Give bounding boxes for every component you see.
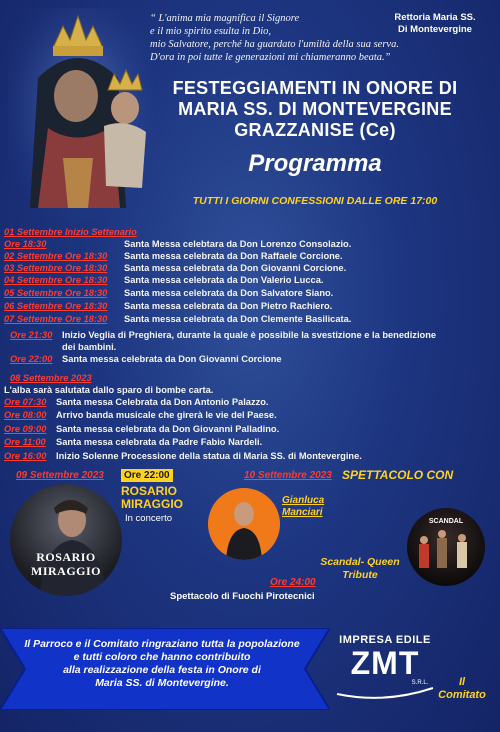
rettoria-line: Rettoria Maria SS.	[394, 12, 476, 23]
comitato-line: Comitato	[438, 689, 486, 701]
thanks-line: Maria SS. di Montevergine.	[95, 677, 229, 689]
schedule-text: Santa messa celebrata da Padre Fabio Nardeli.	[56, 437, 263, 447]
schedule-row	[10, 330, 436, 341]
title-line: MARIA SS. DI MONTEVERGINE	[178, 99, 452, 119]
schedule-row	[4, 314, 351, 325]
madonna-statue-image	[8, 8, 153, 223]
schedule-time: 06 Settembre Ore 18:30	[4, 301, 108, 311]
fuochi-text: Spettacolo di Fuochi Pirotecnici	[170, 591, 315, 602]
gianluca-name	[282, 495, 324, 519]
thanks-line: alla realizzazione della festa in Onore di	[63, 664, 261, 676]
name-line: Tribute	[342, 569, 378, 581]
schedule-text: Santa messa celebrata da Don Raffaele Corcione.	[124, 251, 343, 261]
schedule-row	[4, 410, 277, 421]
schedule-row-continued	[62, 342, 116, 353]
schedule-time: 04 Settembre Ore 18:30	[4, 275, 108, 285]
schedule-time: Ore 08:00	[4, 410, 47, 420]
schedule-row	[4, 424, 279, 435]
schedule-row	[4, 437, 262, 448]
nove-date: 09 Settembre 2023	[16, 470, 104, 481]
rosario-photo-caption	[10, 550, 122, 578]
quote-line: e il mio spirito esulta in Dio,	[150, 26, 272, 37]
dieci-date: 10 Settembre 2023	[244, 470, 332, 481]
caption-line: ROSARIO	[36, 550, 96, 564]
comitato-line: Il	[458, 676, 466, 688]
schedule-time: Ore 09:00	[4, 424, 47, 434]
thanks-message	[12, 638, 312, 690]
comitato-signature	[430, 676, 494, 702]
schedule-time: Ore 07:30	[4, 397, 47, 407]
rosario-name	[121, 485, 191, 511]
schedule-row	[4, 263, 346, 274]
schedule-time: 05 Settembre Ore 18:30	[4, 288, 108, 298]
quote-line: “ L'anima mia magnifica il Signore	[150, 13, 300, 24]
gianluca-photo	[208, 488, 280, 560]
schedule-row	[4, 239, 351, 250]
schedule-row	[4, 397, 269, 408]
schedule-row	[4, 451, 362, 462]
schedule-text: Santa messa celebrata da Don Salvatore Siano.	[124, 288, 334, 298]
zmt-text: ZMT	[350, 645, 420, 681]
schedule-time: Ore 11:00	[4, 437, 46, 447]
caption-line: MIRAGGIO	[31, 564, 101, 578]
confessioni-notice: TUTTI I GIORNI CONFESSIONI DALLE ORE 17:00	[192, 195, 438, 207]
schedule-text: Santa messa celebrata da Don Giovanni Corcione.	[124, 263, 347, 273]
srl-text: S.R.L.	[411, 680, 429, 686]
schedule-row	[4, 301, 332, 312]
rosario-concert: In concerto	[125, 513, 172, 524]
zmt-logo	[330, 634, 440, 705]
schedule-time: Ore 18:30	[4, 239, 47, 249]
schedule-time: Ore 22:00	[10, 354, 53, 364]
otto-heading-text: 08 Settembre 2023	[10, 373, 92, 383]
name-line: Scandal- Queen	[320, 556, 400, 568]
scandal-name	[300, 556, 420, 582]
rosario-name-line: ROSARIO	[121, 484, 178, 498]
page-title	[140, 78, 490, 141]
schedule-text: Santa messa celebrata da Don Pietro Rachiero.	[124, 301, 333, 311]
programma-heading: Programma	[248, 150, 382, 177]
swoosh-icon	[335, 686, 435, 700]
scandal-logo-text: SCANDAL	[428, 518, 464, 525]
schedule-time: Ore 21:30	[10, 330, 53, 340]
name-line: Manciari	[282, 507, 323, 518]
schedule-row	[4, 275, 323, 286]
person-silhouette-icon	[208, 488, 280, 560]
schedule-text: Inizio Solenne Processione della statua di Maria SS. di Montevergine.	[56, 451, 362, 461]
schedule-text: Santa messa Celebrata da Don Antonio Palazzo.	[56, 397, 269, 407]
schedule-text: Santa messa celebrata da Don Valerio Lucca.	[124, 275, 324, 285]
thanks-line: Il Parroco e il Comitato ringraziano tutta la popolazione	[24, 638, 300, 650]
impresa-text: IMPRESA EDILE	[339, 634, 431, 646]
schedule-text: L'alba sarà salutata dallo sparo di bombe carta.	[4, 385, 214, 395]
quote-line: mio Salvatore, perché ha guardato l'umiltà della sua serva.	[150, 39, 399, 50]
schedule-row	[4, 288, 333, 299]
quote-line: D'ora in poi tutte le generazioni mi chiameranno beata.”	[150, 52, 391, 63]
title-line: FESTEGGIAMENTI IN ONORE DI	[172, 78, 458, 98]
schedule-text: Santa Messa celebtara da Don Lorenzo Consolazio.	[124, 239, 352, 249]
schedule-time: Ore 16:00	[4, 451, 47, 461]
rosario-name-line: MIRAGGIO	[121, 497, 183, 511]
schedule-text: Santa messa celebrata da Don Clemente Basilicata.	[124, 314, 352, 324]
schedule-row	[10, 354, 282, 365]
schedule-time: 02 Settembre Ore 18:30	[4, 251, 108, 261]
settenario-heading	[4, 227, 137, 238]
schedule-time: 03 Settembre Ore 18:30	[4, 263, 108, 273]
otto-intro	[4, 385, 213, 396]
schedule-text: Arrivo banda musicale che girerà le vie del Paese.	[56, 410, 277, 420]
singer-silhouette-icon	[10, 484, 122, 596]
schedule-text: Santa messa celebrata da Don Giovanni Palladino.	[56, 424, 280, 434]
thanks-line: e tutti coloro che hanno contribuito	[73, 651, 251, 663]
rettoria-label	[380, 12, 490, 36]
schedule-text: dei bambini.	[62, 342, 117, 352]
title-line: GRAZZANISE (Ce)	[234, 120, 396, 140]
nove-time-badge: Ore 22:00	[121, 469, 173, 482]
ore24-time: Ore 24:00	[270, 577, 316, 588]
schedule-row	[4, 251, 343, 262]
schedule-text: Santa messa celebrata da Don Giovanni Corcione	[62, 354, 282, 364]
schedule-text: Inizio Veglia di Preghiera, durante la quale è possibile la svestizione e la benedizione	[62, 330, 437, 340]
otto-heading	[10, 373, 92, 384]
spettacolo-con: SPETTACOLO CON	[342, 468, 454, 482]
schedule-time: 07 Settembre Ore 18:30	[4, 314, 108, 324]
rosario-photo	[10, 484, 122, 596]
rettoria-line: Di Montevergine	[398, 24, 472, 35]
name-line: Gianluca	[282, 495, 325, 506]
settenario-heading-text: 01 Settembre Inizio Settenario	[4, 227, 137, 237]
